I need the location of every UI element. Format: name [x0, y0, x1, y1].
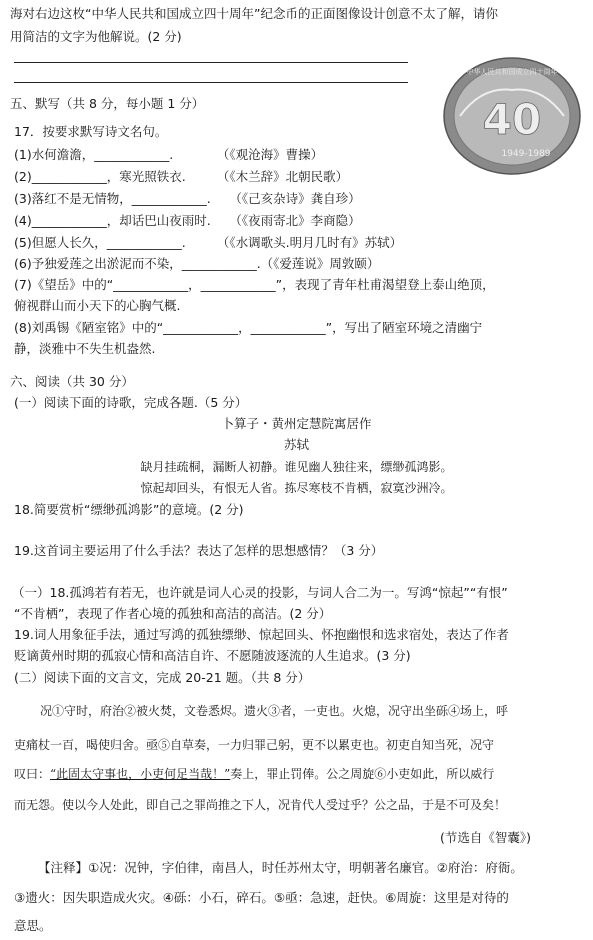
prose-line-2: 吏痛杖一百，喝使归舍。亟⑤自草奏，一力归罪己躬，更不以累吏也。初吏自知当死，况守	[14, 738, 495, 752]
coin-rim-text: 中华人民共和国成立四十周年	[466, 68, 558, 76]
q17-item-8-cont: 静，淡雅中不失生机盎然.	[14, 341, 156, 356]
coin-years: 1949-1989	[501, 149, 551, 159]
prose-line-1: 况①守时，府治②被火焚，文卷悉烬。遗火③者，一吏也。火熄，况守出坐砾④场上，呼	[40, 704, 509, 718]
answer-line-2	[14, 82, 408, 83]
poem-title: 卜算子・黄州定慧院寓居作	[221, 416, 372, 431]
answer-19-line-2: 贬谪黄州时期的孤寂心情和高洁自许、不愿随波逐流的人生追求。(3 分)	[14, 648, 411, 663]
intro-line-1: 海对右边这枚“中华人民共和国成立四十周年”纪念币的正面图像设计创意不太了解，请你	[10, 6, 498, 21]
q17-item-6: (6)予独爱莲之出淤泥而不染，____________.（《爱莲说》周敦颐）	[14, 256, 380, 271]
prose-line-3-start: 叹曰：	[14, 767, 51, 781]
q17-item-5: (5)但愿人长久，____________. （《水调歌头.明月几时有》苏轼）	[14, 235, 403, 250]
q17-item-2: (2)____________，寒光照铁衣. （《木兰辞》北朝民歌）	[14, 169, 349, 184]
note-line-1: 【注释】①况：况钟，字伯律，南昌人，时任苏州太守，明朝著名廉官。②府治：府衙。	[38, 860, 523, 875]
answer-line-1	[14, 62, 408, 63]
poem-line-2: 惊起却回头，有恨无人省。拣尽寒枝不肯栖，寂寞沙洲冷。	[140, 481, 453, 495]
part2-heading: (二）阅读下面的文言文，完成 20-21 题。（共 8 分）	[14, 670, 311, 685]
commemorative-coin-image	[442, 56, 582, 176]
prose-quote: “此固太守事也，小吏何足当哉！”	[50, 767, 231, 781]
note-line-3: 意思。	[14, 918, 52, 933]
poem-line-1: 缺月挂疏桐，漏断人初静。谁见幽人独往来，缥缈孤鸿影。	[140, 460, 453, 474]
part1-heading: (一）阅读下面的诗歌，完成各题.（5 分）	[14, 395, 248, 410]
q17: 17．按要求默写诗文名句。	[14, 124, 168, 139]
q18: 18.简要赏析“缥缈孤鸿影”的意境。(2 分)	[14, 502, 244, 517]
section6-heading: 六、阅读（共 30 分）	[10, 374, 134, 389]
q17-item-4: (4)____________，却话巴山夜雨时. （《夜雨寄北》李商隐）	[14, 213, 361, 228]
answer-18-line-2: “不肯栖”，表现了作者心境的孤独和高洁的高洁。(2 分）	[14, 606, 332, 621]
q17-item-7-cont: 俯视群山而小天下的心胸气概.	[14, 298, 181, 313]
section5-heading: 五、默写（共 8 分，每小题 1 分）	[10, 96, 205, 111]
answer-19-line-1: 19.词人用象征手法，通过写鸿的孤独缥缈、惊起回头、怀抱幽恨和选求宿处，表达了作者	[14, 627, 509, 642]
q19: 19.这首词主要运用了什么手法？表达了怎样的思想感情？（3 分）	[14, 543, 384, 558]
prose-line-3	[14, 766, 494, 782]
q17-item-8: (8)刘禹锡《陋室铭》中的“____________，____________”，写出了陋室环境之清幽宁	[14, 320, 483, 335]
q17-item-3: (3)落红不是无情物，____________. （《己亥杂诗》龚自珍）	[14, 191, 361, 206]
prose-line-4: 而无怨。使以今人处此，即自己之罪尚推之下人，况肯代人受过乎？公之品，于是不可及矣！	[14, 798, 507, 812]
q17-item-1: (1)水何澹澹，____________. （《观沧海》曹操）	[14, 147, 324, 162]
answer-18-line-1: （一）18.孤鸿若有若无，也许就是词人心灵的投影，与词人合二为一。写鸿“惊起”“有恨”	[12, 585, 508, 600]
note-line-2: ③遗火：因失职造成火灾。④砾：小石，碎石。⑤亟：急速，赶快。⑥周旋：这里是对待的	[14, 890, 509, 905]
poem-author: 苏轼	[283, 437, 309, 452]
prose-source: (节选自《智囊》)	[440, 830, 532, 845]
q17-item-7: (7)《望岳》中的“____________，____________”，表现了青年杜甫渴望登上泰山绝顶，	[14, 277, 495, 292]
prose-line-3-end: 奏上，罪止罚俸。公之周旋⑥小吏如此，所以威行	[230, 767, 495, 781]
coin-numeral: 40	[482, 95, 542, 144]
intro-line-2: 用简洁的文字为他解说。(2 分)	[10, 29, 182, 44]
